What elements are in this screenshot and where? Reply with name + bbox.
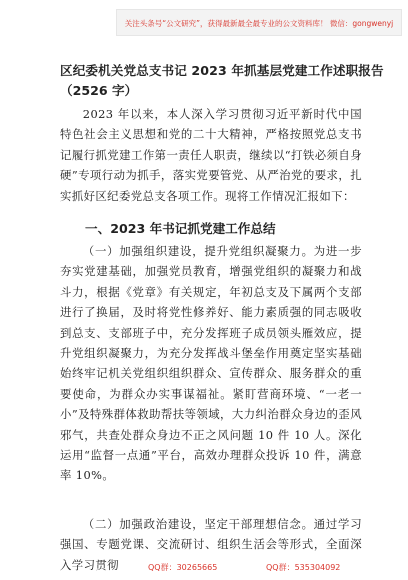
political-building-paragraph: （二）加强政治建设，坚定干部理想信念。通过学习强国、专题党课、交流研讨、组织生活会等形式，全面深入学习贯彻 [60,517,362,572]
word-count-subtitle: （2526 字） [60,83,138,98]
bottom-promo-banner [148,560,402,576]
org-building-paragraph: （一）加强组织建设，提升党组织凝聚力。为进一步夯实党建基础，加强党员教育，增强党组织的凝聚力和战斗力，根据《党章》有关规定，年初总支及下属两个支部进行了换届，及时将党性修养好、能力素质强的同志吸收到总支、支部班子中，充分发挥班子成员领头雁效应，提升党组织凝聚力，为充分发挥战斗堡垒作用奠定坚实基础始终牢记机关党组织组织群众、宣传群众、服务群众的重要使命，为群众办实事谋福祉。紧盯营商环境、“一老一小”及特殊群体救助帮扶等领域，大力纠治群众身边的歪风邪气，共查处群众身边不正之风问题 10 件 10 人。深化运用“监督一点通”平台，高效办理群众投诉 10 件，满意率 10%。 [60,244,362,483]
section-heading: 一、2023 年书记抓党建工作总结 [85,221,276,236]
qq-group-1: QQ群：30265665 [148,563,218,572]
intro-paragraph: 2023 年以来，本人深入学习贯彻习近平新时代中国特色社会主义思想和党的二十大精神，严格按照党总支书记履行抓党建工作第一责任人职责，继续以“打铁必须自身硬”专项行动为抓手，落实党要管党、从严治党的要求，扎实抓好区纪委党总支各项工作。现将工作情况汇报如下： [60,107,362,203]
qq-group-2: QQ群：535304092 [266,563,341,572]
top-promo-banner: 关注头条号“公文研究”，获得最新最全最专业的公文资料库！ 微信：gongwenyj [116,9,402,36]
page-title: 区纪委机关党总支书记 2023 年抓基层党建工作述职报告 [60,63,384,78]
